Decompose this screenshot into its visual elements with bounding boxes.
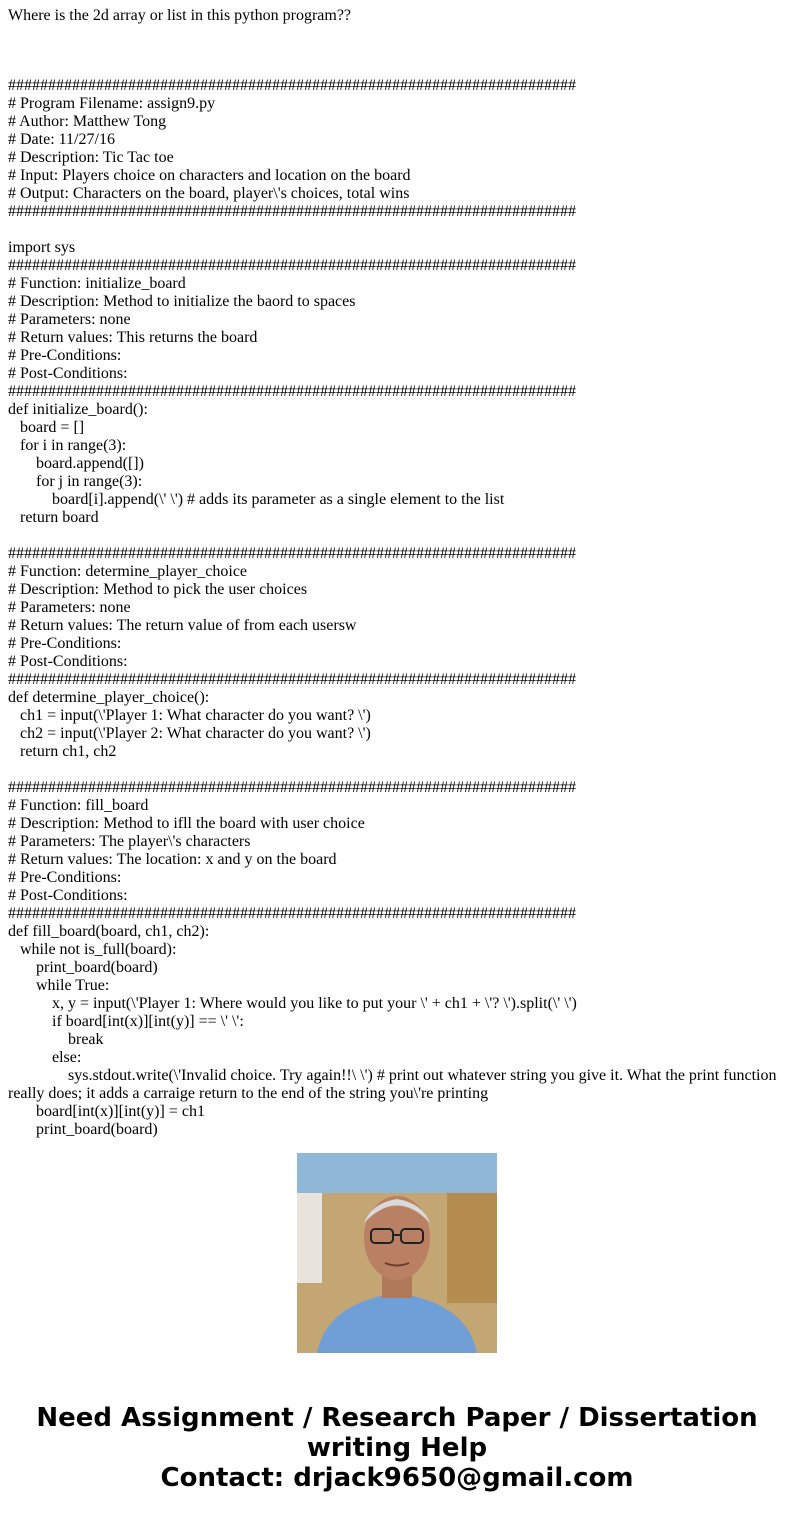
code-line: #######################################################################: [8, 545, 576, 562]
code-line: ch1 = input(\'Player 1: What character do you want? \'): [20, 707, 371, 724]
code-line: # Return values: The location: x and y on the board: [8, 851, 337, 868]
code-line: #######################################################################: [8, 671, 576, 688]
code-line: # Author: Matthew Tong: [8, 113, 167, 130]
code-line: # Date: 11/27/16: [8, 131, 115, 148]
code-line: [8, 527, 794, 545]
person-photo-icon: [297, 1153, 497, 1353]
code-line: return ch1, ch2: [20, 743, 117, 760]
code-line: # Function: initialize_board: [8, 275, 186, 292]
code-line: # Function: fill_board: [8, 797, 149, 814]
code-line: #######################################################################: [8, 77, 576, 94]
footer-contact-text: Contact: drjack9650@gmail.com: [160, 1463, 634, 1493]
code-line: board = []: [20, 419, 85, 436]
code-line: # Parameters: The player\'s characters: [8, 833, 251, 850]
code-line: # Description: Method to pick the user choices: [8, 581, 308, 598]
code-line: #######################################################################: [8, 203, 576, 220]
code-line: # Post-Conditions:: [8, 653, 128, 670]
code-line: for j in range(3):: [36, 473, 143, 490]
code-line: # Post-Conditions:: [8, 365, 128, 382]
code-line: board.append([]): [36, 455, 144, 472]
footer-banner: [0, 1403, 794, 1493]
code-line: ch2 = input(\'Player 2: What character do you want? \'): [20, 725, 371, 742]
code-line: sys.stdout.write(\'Invalid choice. Try again!!\ \') # print out whatever string you give it. What the print function really does; it adds a carraige return to the end of the string you\'re printing: [8, 1067, 781, 1102]
code-line: board[int(x)][int(y)] = ch1: [36, 1103, 205, 1120]
code-line: for i in range(3):: [20, 437, 127, 454]
code-line: return board: [20, 509, 99, 526]
code-line: # Parameters: none: [8, 599, 131, 616]
footer-help-text: Need Assignment / Research Paper / Dissertation writing Help: [36, 1403, 758, 1463]
code-line: # Description: Method to initialize the baord to spaces: [8, 293, 356, 310]
code-line: def initialize_board():: [8, 401, 148, 418]
question-text: Where is the 2d array or list in this python program??: [8, 7, 352, 24]
code-line: # Description: Method to ifll the board with user choice: [8, 815, 365, 832]
code-line: # Pre-Conditions:: [8, 869, 122, 886]
code-line: break: [68, 1031, 104, 1048]
code-line: # Return values: This returns the board: [8, 329, 258, 346]
code-block: [8, 77, 794, 1138]
code-line: #######################################################################: [8, 383, 576, 400]
code-line: # Return values: The return value of from each usersw: [8, 617, 357, 634]
code-line: #######################################################################: [8, 257, 576, 274]
code-line: # Pre-Conditions:: [8, 635, 122, 652]
code-line: while not is_full(board):: [20, 941, 177, 958]
avatar: [297, 1153, 497, 1353]
code-line: #######################################################################: [8, 779, 576, 796]
code-line: x, y = input(\'Player 1: Where would you like to put your \' + ch1 + \'? \').split(\' \'): [52, 995, 577, 1012]
code-line: [8, 761, 794, 779]
code-line: # Pre-Conditions:: [8, 347, 122, 364]
code-line: [8, 221, 794, 239]
code-line: board[i].append(\' \') # adds its parameter as a single element to the list: [52, 491, 505, 508]
code-line: print_board(board): [36, 959, 158, 976]
code-line: while True:: [36, 977, 110, 994]
code-line: # Output: Characters on the board, player\'s choices, total wins: [8, 185, 410, 202]
code-line: # Description: Tic Tac toe: [8, 149, 174, 166]
code-line: print_board(board): [36, 1121, 158, 1138]
code-line: # Parameters: none: [8, 311, 131, 328]
code-line: #######################################################################: [8, 905, 576, 922]
code-line: # Function: determine_player_choice: [8, 563, 248, 580]
code-line: if board[int(x)][int(y)] == \' \':: [52, 1013, 244, 1030]
code-line: def determine_player_choice():: [8, 689, 210, 706]
code-line: # Input: Players choice on characters and location on the board: [8, 167, 411, 184]
code-line: else:: [52, 1049, 82, 1066]
code-line: # Program Filename: assign9.py: [8, 95, 216, 112]
code-line: # Post-Conditions:: [8, 887, 128, 904]
code-line: def fill_board(board, ch1, ch2):: [8, 923, 210, 940]
code-line: import sys: [8, 239, 76, 256]
